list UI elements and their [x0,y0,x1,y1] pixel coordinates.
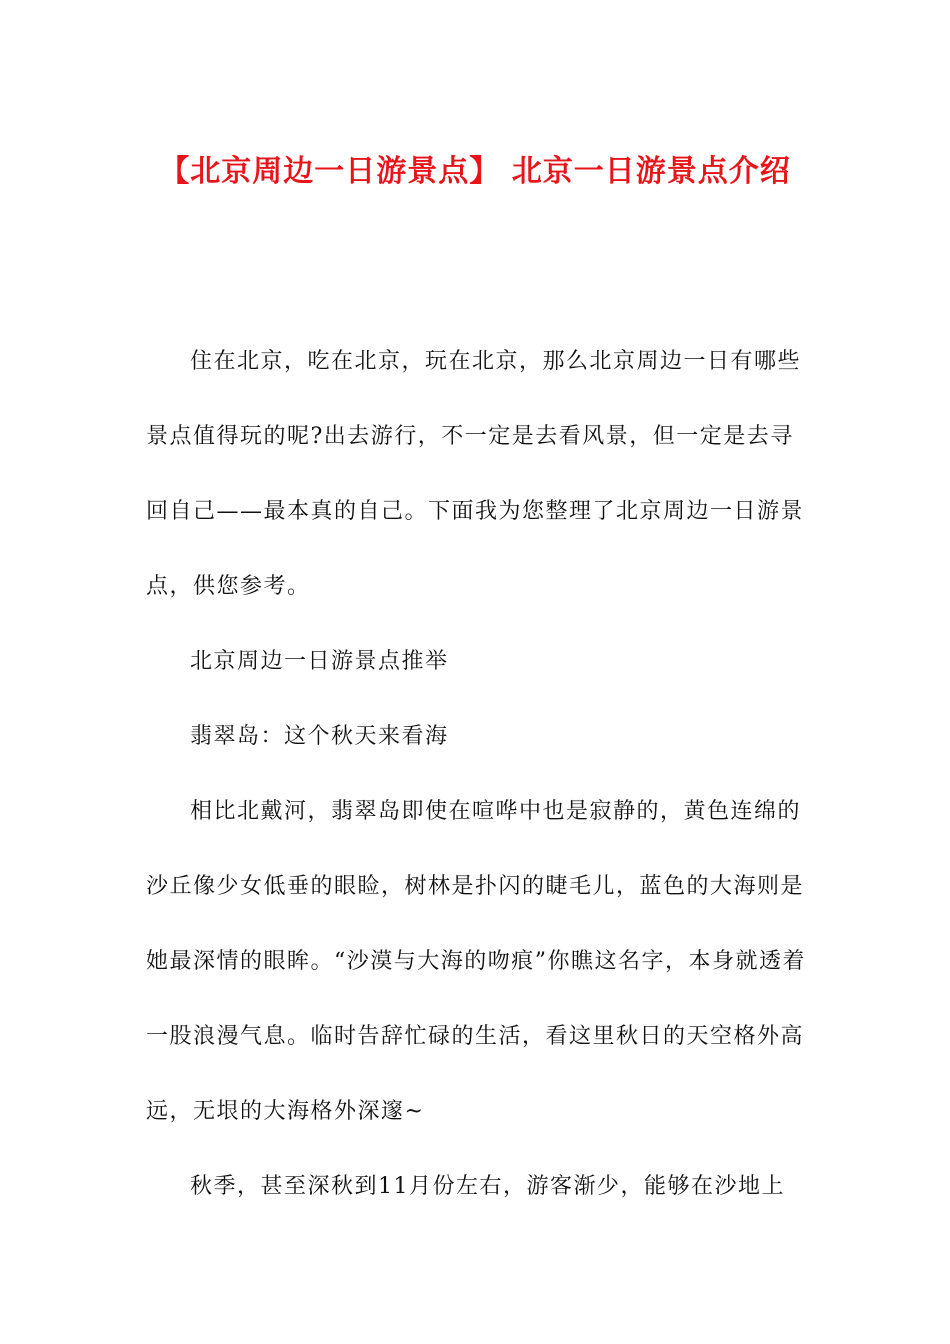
paragraph-intro: 住在北京，吃在北京，玩在北京，那么北京周边一日有哪些景点值得玩的呢?出去游行，不一定是去看风景，但一定是去寻回自己——最本真的自己。下面我为您整理了北京周边一日游景点，供您参考。 [146,349,805,599]
article-body [146,324,806,1224]
paragraph-description: 相比北戴河，翡翠岛即使在喧哗中也是寂静的，黄色连绵的沙丘像少女低垂的眼睑，树林是扑闪的睫毛儿，蓝色的大海则是她最深情的眼眸。“沙漠与大海的吻痕”你瞧这名字，本身就透着一股浪漫气息。临时告辞忙碌的生活，看这里秋日的天空格外高远，无垠的大海格外深邃~ [146,799,806,1124]
paragraph-season: 秋季，甚至深秋到11月份左右，游客渐少，能够在沙地上 [190,1174,785,1199]
paragraph-subheading: 翡翠岛：这个秋天来看海 [190,724,449,749]
paragraph-section-heading: 北京周边一日游景点推举 [190,649,449,674]
page-title: 【北京周边一日游景点】 北京一日游景点介绍 [159,154,791,189]
